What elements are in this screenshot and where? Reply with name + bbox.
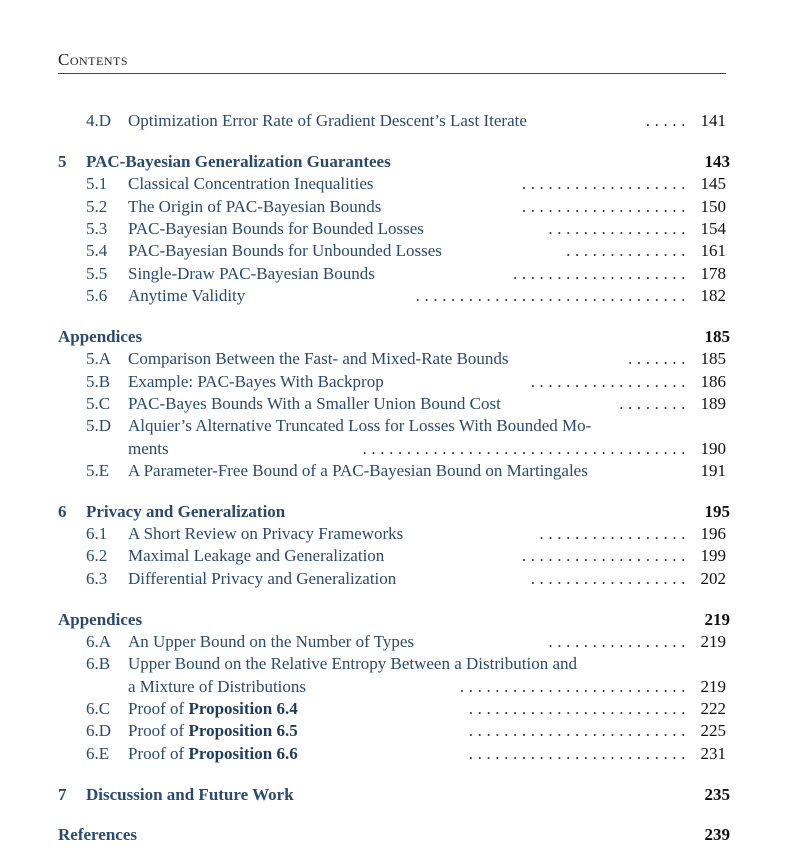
section-number: 5.3	[86, 219, 108, 238]
page-number: 143	[704, 152, 730, 171]
leader-dots: ..........................	[459, 677, 690, 696]
chapter-title[interactable]: Discussion and Future Work	[86, 785, 294, 804]
title-prefix: Proof of	[128, 744, 185, 763]
page-number: 219	[704, 610, 730, 629]
section-number: 5.C	[86, 394, 111, 413]
leader-dots: ..................	[530, 372, 690, 391]
leader-dots: ....................	[513, 264, 690, 283]
leader-dots: .................	[539, 524, 690, 543]
section-title-continuation[interactable]: a Mixture of Distributions	[128, 677, 307, 696]
section-title[interactable]: Example: PAC-Bayes With Backprop	[128, 372, 384, 391]
page-number: 161	[700, 241, 726, 260]
page-number: 185	[704, 327, 730, 346]
leader-dots: ...................	[521, 546, 690, 565]
section-title[interactable]: PAC-Bayesian Bounds for Unbounded Losses	[128, 241, 442, 260]
page-number: 191	[700, 461, 726, 480]
section-title[interactable]: Upper Bound on the Relative Entropy Between a Distribution and	[128, 654, 577, 673]
page-number: 219	[700, 632, 726, 651]
leader-dots: ........	[619, 394, 690, 413]
section-number: 6.E	[86, 744, 110, 763]
leader-dots: ................	[548, 219, 690, 238]
section-number: 5.6	[86, 286, 108, 305]
page-number: 225	[700, 721, 726, 740]
leader-dots: .....	[645, 111, 690, 130]
section-number: 5.B	[86, 372, 111, 391]
leader-dots: ...................	[521, 197, 690, 216]
chapter-title[interactable]: Privacy and Generalization	[86, 502, 286, 521]
page-number: 239	[704, 825, 730, 844]
page-number: 141	[700, 111, 726, 130]
proposition-ref[interactable]: Proposition 6.4	[188, 699, 298, 718]
chapter-title[interactable]: PAC-Bayesian Generalization Guarantees	[86, 152, 391, 171]
page-number: 235	[704, 785, 730, 804]
page-number: 178	[700, 264, 726, 283]
page-number: 195	[704, 502, 730, 521]
chapter-number: 7	[58, 785, 67, 804]
leader-dots: .........................	[468, 699, 690, 718]
section-title-continuation[interactable]: ments	[128, 439, 169, 458]
section-number: 6.C	[86, 699, 111, 718]
appendices-title[interactable]: Appendices	[58, 327, 143, 346]
section-title[interactable]: The Origin of PAC-Bayesian Bounds	[128, 197, 382, 216]
leader-dots: ..................	[530, 569, 690, 588]
section-number: 5.4	[86, 241, 108, 260]
page-number: 186	[700, 372, 726, 391]
title-prefix: Proof of	[128, 699, 185, 718]
header-rule	[58, 73, 726, 74]
page-number: 222	[700, 699, 726, 718]
section-number: 6.D	[86, 721, 112, 740]
section-title[interactable]: Alquier’s Alternative Truncated Loss for Losses With Bounded Mo-	[128, 416, 592, 435]
appendices-title[interactable]: Appendices	[58, 610, 143, 629]
section-title[interactable]: Optimization Error Rate of Gradient Descent’s Last Iterate	[128, 111, 527, 130]
section-number: 5.E	[86, 461, 110, 480]
section-title[interactable]: A Parameter-Free Bound of a PAC-Bayesian Bound on Martingales	[128, 461, 588, 480]
page-number: 145	[700, 174, 726, 193]
leader-dots: .........................	[468, 744, 690, 763]
section-title[interactable]: PAC-Bayesian Bounds for Bounded Losses	[128, 219, 424, 238]
section-number: 5.5	[86, 264, 108, 283]
page-number: 190	[700, 439, 726, 458]
proposition-ref[interactable]: Proposition 6.6	[188, 744, 298, 763]
section-title[interactable]	[128, 743, 298, 764]
leader-dots: .....................................	[362, 439, 690, 458]
section-number: 6.A	[86, 632, 112, 651]
page-number: 185	[700, 349, 726, 368]
section-title[interactable]	[128, 698, 298, 719]
leader-dots: ..............	[566, 241, 690, 260]
page-number: 219	[700, 677, 726, 696]
proposition-ref[interactable]: Proposition 6.5	[188, 721, 298, 740]
references-title[interactable]: References	[58, 825, 137, 844]
page-number: 150	[700, 197, 726, 216]
page-number: 189	[700, 394, 726, 413]
section-title[interactable]: Anytime Validity	[128, 286, 246, 305]
chapter-number: 5	[58, 152, 67, 171]
leader-dots: ...................	[521, 174, 690, 193]
leader-dots: ...............................	[415, 286, 690, 305]
section-title[interactable]: PAC-Bayes Bounds With a Smaller Union Bound Cost	[128, 394, 501, 413]
title-prefix: Proof of	[128, 721, 185, 740]
leader-dots: ................	[548, 632, 690, 651]
section-number: 6.1	[86, 524, 108, 543]
chapter-number: 6	[58, 502, 67, 521]
section-number: 5.A	[86, 349, 112, 368]
section-title[interactable]: A Short Review on Privacy Frameworks	[128, 524, 404, 543]
section-title[interactable]: Comparison Between the Fast- and Mixed-Rate Bounds	[128, 349, 509, 368]
page-number: 182	[700, 286, 726, 305]
section-number: 6.3	[86, 569, 108, 588]
section-title[interactable]: Maximal Leakage and Generalization	[128, 546, 385, 565]
section-number: 4.D	[86, 111, 112, 130]
section-title[interactable]: Differential Privacy and Generalization	[128, 569, 397, 588]
section-title[interactable]: Single-Draw PAC-Bayesian Bounds	[128, 264, 375, 283]
leader-dots: .......	[628, 349, 690, 368]
leader-dots: .........................	[468, 721, 690, 740]
section-title[interactable]: An Upper Bound on the Number of Types	[128, 632, 415, 651]
section-number: 6.B	[86, 654, 111, 673]
page-number: 154	[700, 219, 726, 238]
section-number: 5.2	[86, 197, 108, 216]
section-number: 5.1	[86, 174, 108, 193]
page-number: 199	[700, 546, 726, 565]
section-title[interactable]	[128, 720, 298, 741]
section-number: 6.2	[86, 546, 108, 565]
page-number: 231	[700, 744, 726, 763]
section-title[interactable]: Classical Concentration Inequalities	[128, 174, 374, 193]
page-header: Contents	[58, 50, 129, 69]
page-number: 202	[700, 569, 726, 588]
page-number: 196	[700, 524, 726, 543]
section-number: 5.D	[86, 416, 112, 435]
